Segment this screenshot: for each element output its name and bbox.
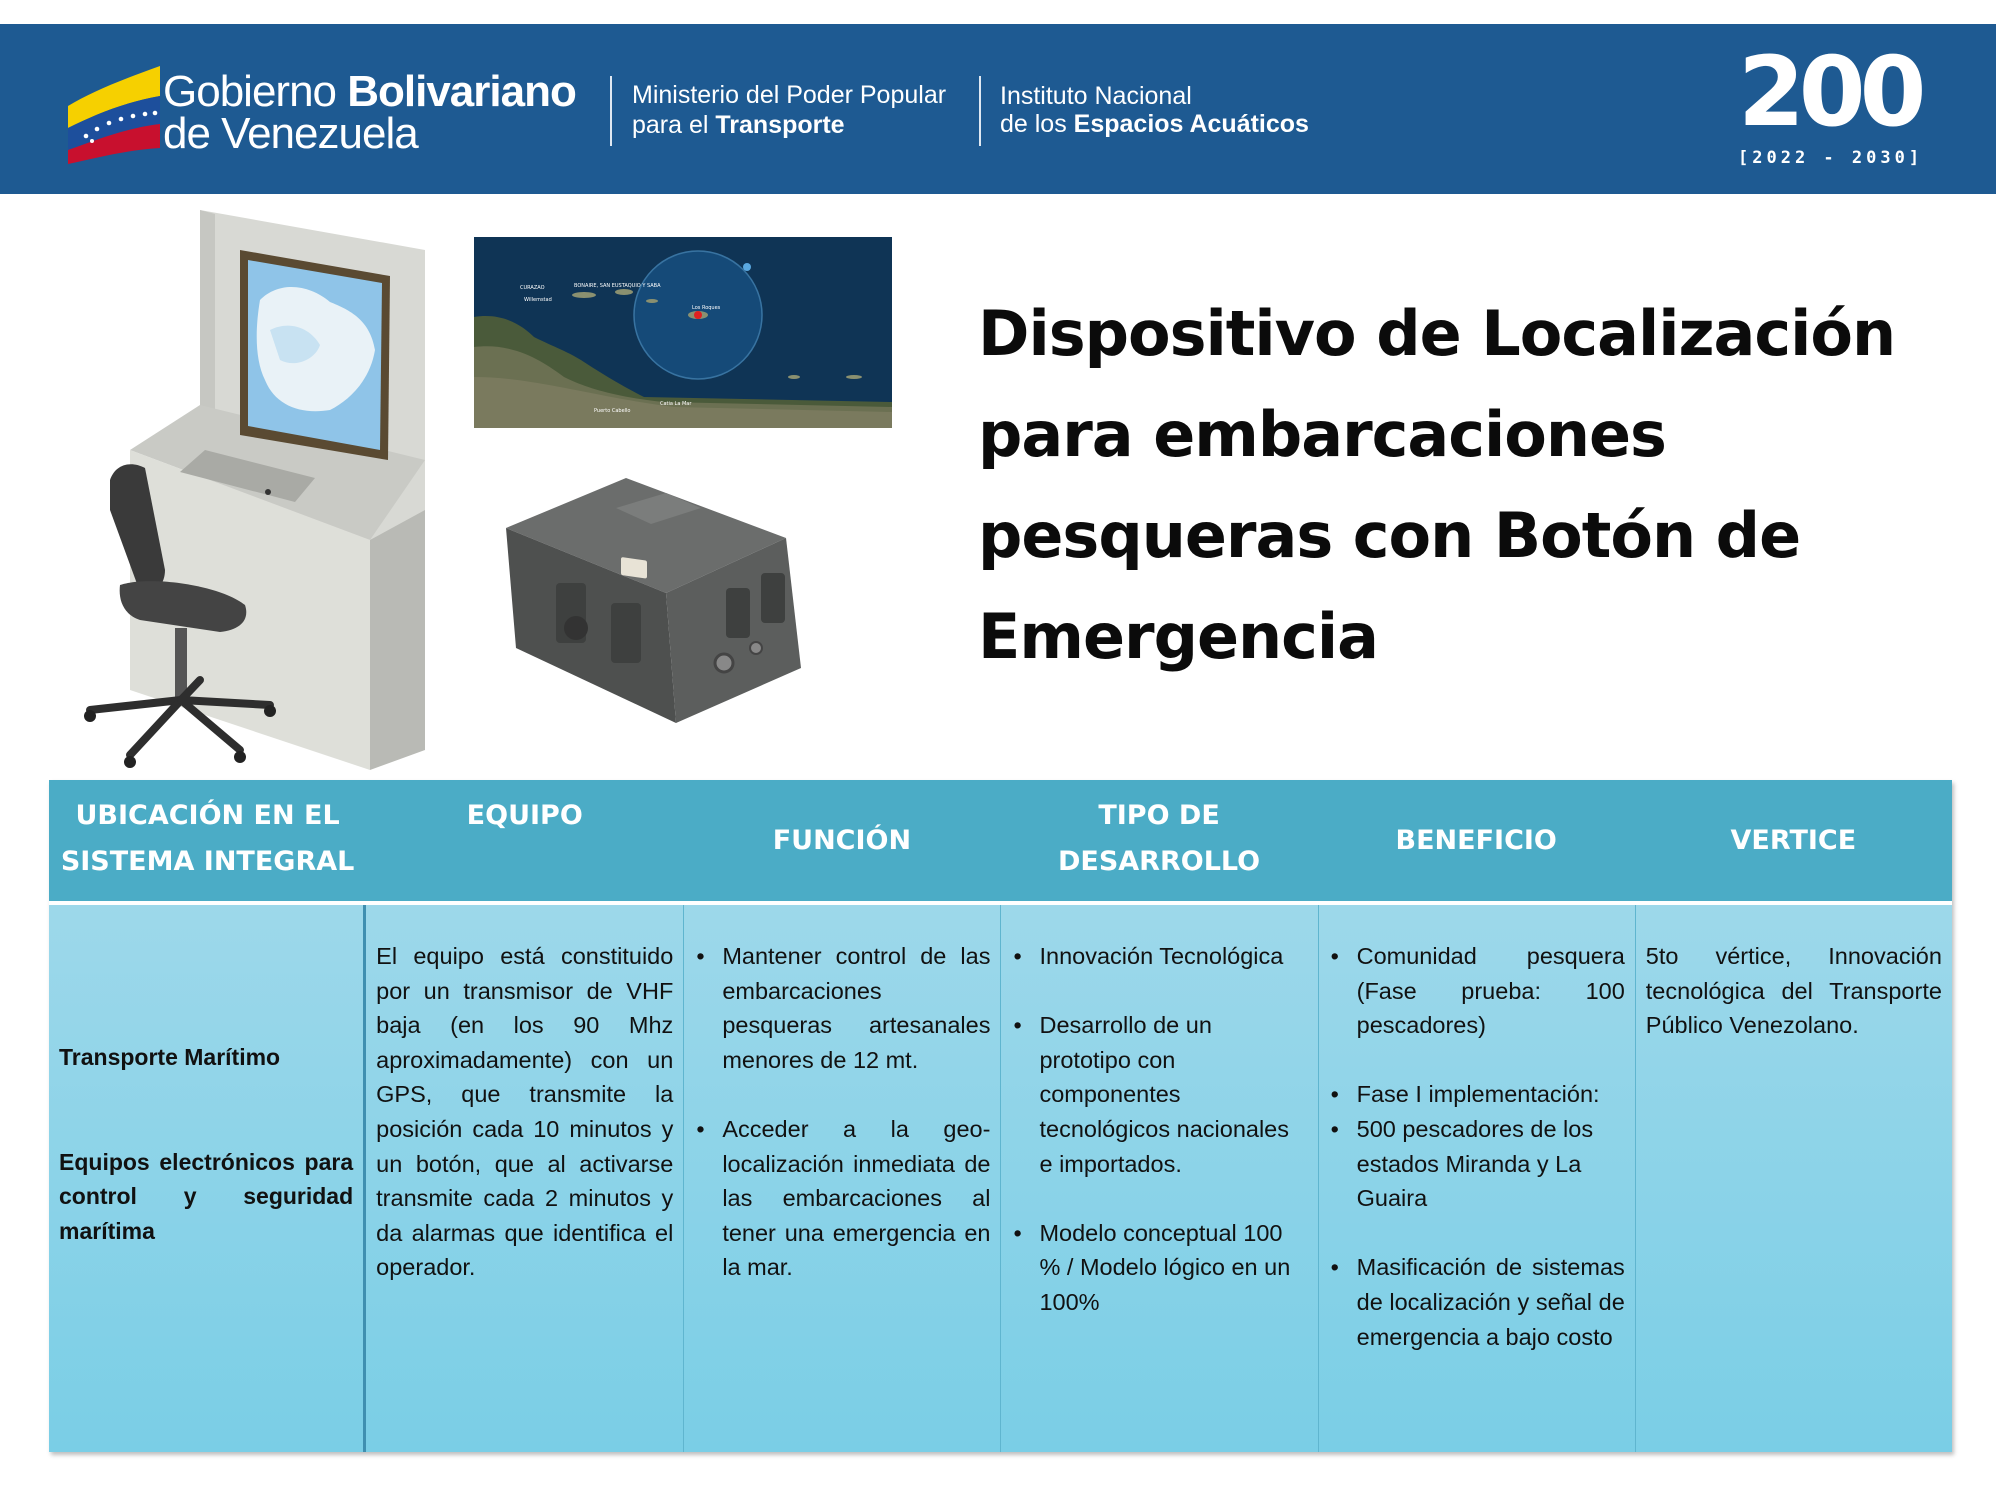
svg-text:Willemstad: Willemstad <box>524 297 552 303</box>
list-item: • Fase I implementación: <box>1329 1077 1625 1112</box>
svg-text:Los Roques: Los Roques <box>692 305 721 311</box>
header-divider <box>979 76 981 146</box>
rugged-transmitter-case-icon <box>486 468 806 728</box>
venezuela-flag-icon <box>66 62 162 166</box>
table-header-row <box>49 780 1952 905</box>
header-ubicacion: UBICACIÓN EN EL SISTEMA INTEGRAL <box>60 800 355 877</box>
ubicacion-equipos: Equipos electrónicos para control y seguridad marítima <box>59 1148 354 1244</box>
cell-ubicacion <box>49 905 366 1452</box>
svg-text:BONAIRE, SAN EUSTAQUIO Y SABA: BONAIRE, SAN EUSTAQUIO Y SABA <box>574 283 661 289</box>
list-item: • Innovación Tecnológica <box>1011 939 1307 974</box>
control-console-with-chair-icon <box>70 210 430 770</box>
cell-funcion <box>683 905 1000 1452</box>
list-item: • Mantener control de las embarcaciones pesqueras artesanales menores de 12 mt. <box>694 939 990 1077</box>
ubicacion-transporte: Transporte Marítimo <box>59 1044 281 1070</box>
page-title: Dispositivo de Localización para embarcaciones pesqueras con Botón de Emergencia <box>978 297 1896 673</box>
cell-equipo: El equipo está constituido por un transmisor de VHF baja (en los 90 Mhz aproximadamente) con un GPS, que transmite la posición cada 10 minutos y un botón, que al activarse transmite cada 2 minutos y da alarmas que identifica el operador. <box>376 943 674 1281</box>
header-vertice: VERTICE <box>1730 824 1857 856</box>
cell-vertice: 5to vértice, Innovación tecnológica del Transporte Público Venezolano. <box>1635 905 1952 1452</box>
instituto-text: Instituto Nacional de los Espacios Acuáticos <box>1000 82 1309 138</box>
svg-text:Catia La Mar: Catia La Mar <box>660 401 692 407</box>
header-banner <box>0 24 1996 194</box>
info-table <box>49 780 1952 1452</box>
cell-beneficio <box>1318 905 1635 1452</box>
ministerio-text: Ministerio del Poder Popular para el Transporte <box>632 81 947 139</box>
gobierno-logo-text: Gobierno Bolivariano de Venezuela <box>163 67 576 158</box>
header-tipo-desarrollo: TIPO DE DESARROLLO <box>1057 800 1261 877</box>
list-item: • Masificación de sistemas de localización y señal de emergencia a bajo costo <box>1329 1250 1625 1354</box>
svg-text:CURAZAO: CURAZAO <box>520 285 545 291</box>
svg-text:Puerto Cabello: Puerto Cabello <box>594 408 631 414</box>
list-item: • Desarrollo de un prototipo con componentes tecnológicos nacionales e importados. <box>1011 1008 1307 1181</box>
header-equipo: EQUIPO <box>466 800 583 831</box>
cell-tipo-desarrollo <box>1000 905 1317 1452</box>
header-funcion: FUNCIÓN <box>772 824 912 856</box>
list-item: • Comunidad pesquera (Fase prueba: 100 pescadores) <box>1329 939 1625 1043</box>
table-body-row <box>49 905 1952 1452</box>
list-item: • 500 pescadores de los estados Miranda y La Guaira <box>1329 1112 1625 1216</box>
satellite-map-image <box>474 237 892 428</box>
header-beneficio: BENEFICIO <box>1395 824 1557 856</box>
header-divider <box>610 76 612 146</box>
list-item: • Acceder a la geo-localización inmediata de las embarcaciones al tener una emergencia en la mar. <box>694 1112 990 1285</box>
bicentenario-logo: 200 [2022 - 2030] <box>1738 36 1924 168</box>
list-item: • Modelo conceptual 100 % / Modelo lógico en un 100% <box>1011 1216 1307 1320</box>
